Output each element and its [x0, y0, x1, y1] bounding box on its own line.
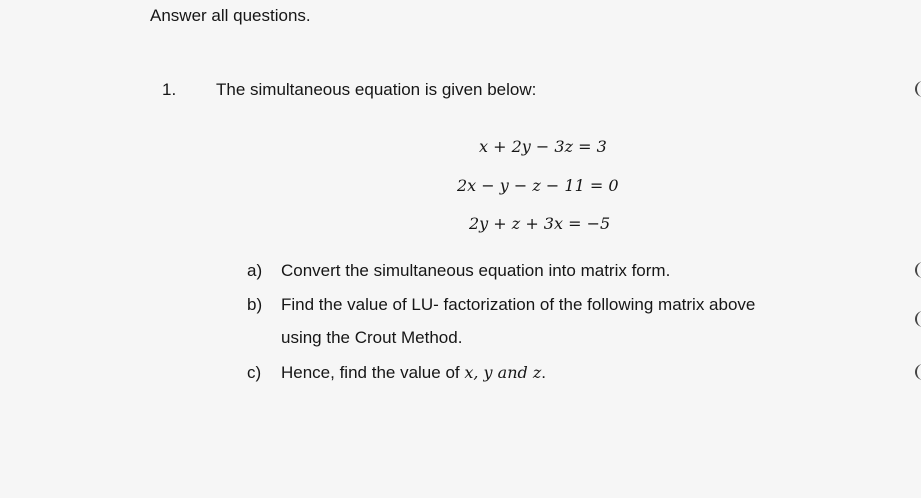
part-c-text	[281, 364, 546, 381]
question-1-prompt: The simultaneous equation is given below:	[216, 80, 537, 99]
margin-bracket-c	[915, 364, 921, 380]
equation-1: x + 2y − 3z = 3	[479, 137, 607, 156]
answer-all-instruction: Answer all questions.	[150, 6, 311, 25]
part-c-label: c)	[247, 363, 262, 382]
part-a-label: a)	[247, 261, 263, 280]
part-c-end: .	[541, 363, 546, 382]
question-1-number: 1.	[162, 80, 177, 99]
part-b-text-line1: Find the value of LU- factorization of the following matrix above	[281, 295, 756, 314]
equation-3: 2y + z + 3x = −5	[469, 214, 611, 233]
margin-bracket-q1	[915, 81, 921, 97]
part-c-vars: x, y and z	[464, 363, 542, 382]
part-b-label: b)	[247, 295, 263, 314]
part-b-text-line2: using the Crout Method.	[281, 328, 463, 347]
part-c-text-main: Hence, find the value of	[281, 363, 465, 382]
part-a-text: Convert the simultaneous equation into matrix form.	[281, 261, 671, 280]
margin-bracket-b	[915, 311, 921, 327]
margin-bracket-a	[915, 262, 921, 278]
equation-2: 2x − y − z − 11 = 0	[457, 176, 619, 195]
